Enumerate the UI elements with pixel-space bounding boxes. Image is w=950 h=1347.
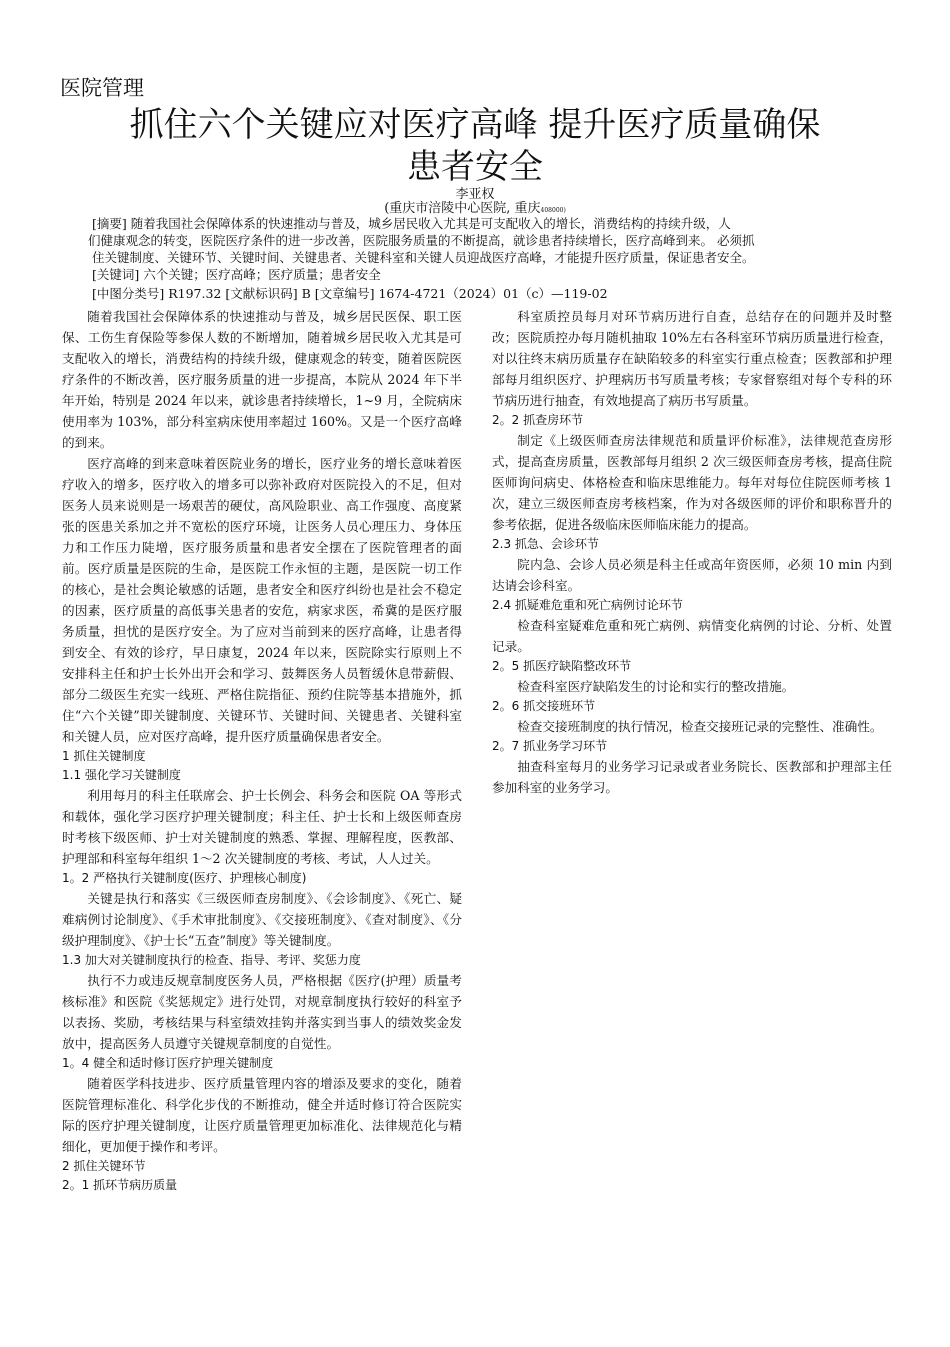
section-heading: 1.1 强化学习关键制度: [62, 768, 181, 782]
body-paragraph: 检查科室医疗缺陷发生的讨论和实行的整改措施。: [517, 679, 795, 694]
postcode: 408000): [540, 207, 566, 214]
body-paragraph: 制定《上级医师查房法律规范和质量评价标准》，法律规范查房形式，提高查房质量，医教部每月组织 2 次三级医师查房考核，提高住院医师询问病史、体格检查和临床思维能力。每年对每位住院医师考核 1 次，建立三级医师查房考核档案，作为对各级医师的评价和职称晋升的参考依据，促进各级临床医师临床能力的提高。: [492, 433, 892, 532]
body-paragraph: 随着医学科技进步、医疗质量管理内容的增添及要求的变化，随着医院管理标准化、科学化步伐的不断推动，健全并适时修订符合医院实际的医疗护理关键制度，让医疗质量管理更加标准化、法律规范化与精细化，更加便于操作和考评。: [62, 1076, 462, 1154]
abstract-line-1: [摘要] 随着我国社会保障体系的快速推动与普及，城乡居民收入尤其是可支配收入的增长，消费结构的持续升级，人: [92, 216, 731, 231]
affiliation-text: (重庆市涪陵中心医院, 重庆: [384, 201, 541, 216]
body-paragraph: 抽查科室每月的业务学习记录或者业务院长、医教部和护理部主任参加科室的业务学习。: [492, 759, 892, 795]
left-column: [62, 306, 462, 1195]
section-heading: 1.3 加大对关键制度执行的检查、指导、考评、奖惩力度: [62, 953, 361, 967]
body-paragraph: 检查交接班制度的执行情况，检查交接班记录的完整性、准确性。: [517, 719, 883, 734]
section-heading: 1。2 严格执行关键制度(医疗、护理核心制度): [62, 871, 307, 885]
title-line-2: 患者安全: [407, 147, 543, 187]
section-heading: 2.4 抓疑难危重和死亡病例讨论环节: [492, 598, 683, 612]
title-line-1: 抓住六个关键应对医疗高峰 提升医疗质量确保: [129, 105, 821, 145]
section-heading: 2。2 抓查房环节: [492, 413, 584, 427]
body-paragraph: 利用每月的科主任联席会、护士长例会、科务会和医院 OA 等形式和载体，强化学习医疗护理关键制度；科主任、护士长和上级医师查房时考核下级医师、护士对关键制度的熟悉、掌握、理解程度，医教部、护理部和科室每年组织 1～2 次关键制度的考核、考试，人人过关。: [62, 788, 462, 866]
section-heading: 1 抓住关键制度: [62, 749, 146, 763]
section-heading: 2。7 抓业务学习环节: [492, 739, 608, 753]
right-column: [492, 306, 892, 798]
abstract-line-2: 们健康观念的转变，医院医疗条件的进一步改善，医院服务质量的不断提高，就诊患者持续增长，医疗高峰到来。 必须抓: [88, 233, 755, 248]
affiliation: [0, 197, 950, 216]
body-paragraph: 关键是执行和落实《三级医师查房制度》、《会诊制度》、《死亡、疑难病例讨论制度》、《手术审批制度》、《交接班制度》、《查对制度》、《分级护理制度》、《护士长“五查”制度》等关键制度。: [62, 891, 462, 948]
article-title: [60, 104, 890, 188]
section-heading: 2。1 抓环节病历质量: [62, 1178, 178, 1192]
body-paragraph: 检查科室疑难危重和死亡病例、病情变化病例的讨论、分析、处置记录。: [492, 618, 892, 654]
abstract-line-3: 住关键制度、关键环节、关键时间、关键患者、关键科室和关键人员迎战医疗高峰，才能提升医疗质量，保证患者安全。: [92, 250, 755, 265]
body-paragraph: 随着我国社会保障体系的快速推动与普及，城乡居民医保、职工医保、工伤生育保险等参保人数的不断增加，随着城乡居民收入尤其是可支配收入的增长，消费结构的持续升级，健康观念的转变，随着医院医疗条件的不断改善，医疗服务质量的进一步提高，本院从 2024 年下半年开始，特别是 2024 年以来，就诊患者持续增长，1~9 月，全院病床使用率为 103%，部分科室病床使用率超过 160%。又是一个医疗高峰的到来。: [62, 309, 462, 450]
section-heading: 2.3 抓急、会诊环节: [492, 537, 599, 551]
keywords: [关键词] 六个关键；医疗高峰；医疗质量；患者安全: [92, 267, 381, 282]
section-heading: 2。5 抓医疗缺陷整改环节: [492, 659, 632, 673]
section-label: 医院管理: [60, 76, 144, 100]
classification: [中图分类号] R197.32 [文献标识码] B [文章编号] 1674-4721（2024）01（c）—119-02: [92, 286, 608, 301]
section-heading: 2。6 抓交接班环节: [492, 699, 596, 713]
body-paragraph: 科室质控员每月对环节病历进行自查，总结存在的问题并及时整改；医院质控办每月随机抽取 10%左右各科室环节病历质量进行检查，对以往终末病历质量存在缺陷较多的科室实行重点检查；医教部和护理部每月组织医疗、护理病历书写质量考核；专家督察组对每个专科的环节病历进行抽查，有效地提高了病历书写质量。: [492, 309, 892, 408]
body-paragraph: 院内急、会诊人员必须是科主任或高年资医师，必须 10 min 内到达请会诊科室。: [492, 557, 892, 593]
section-heading: 2 抓住关键环节: [62, 1159, 146, 1173]
body-paragraph: 医疗高峰的到来意味着医院业务的增长，医疗业务的增长意味着医疗收入的增多，医疗收入的增多可以弥补政府对医院投入的不足，但对医务人员来说则是一场艰苦的硬仗，高风险职业、高工作强度、高度紧张的医患关系加之并不宽松的医疗环境，让医务人员心理压力、身体压力和工作压力陡增，医疗服务质量和患者安全摆在了医院管理者的面前。医疗质量是医院的生命，是医院工作永恒的主题，是医院一切工作的核心，是社会舆论敏感的话题，患者安全和医疗纠纷也是社会不稳定的因素，医疗质量的高低事关患者的安危，病家求医，希冀的是医疗服务质量，担忧的是医疗安全。为了应对当前到来的医疗高峰，让患者得到安全、有效的诊疗，早日康复，2024 年以来，医院除实行原则上不安排科主任和护士长外出开会和学习、鼓舞医务人员暂缓休息带薪假、部分二级医生充实一线班、严格住院指征、预约住院等基本措施外，抓住“六个关键”即关键制度、关键环节、关键时间、关键患者、关键科室和关键人员，应对医疗高峰，提升医疗质量确保患者安全。: [62, 456, 462, 744]
section-heading: 1。4 健全和适时修订医疗护理关键制度: [62, 1056, 274, 1070]
body-paragraph: 执行不力或违反规章制度医务人员，严格根据《医疗(护理）质量考核标准》和医院《奖惩规定》进行处罚，对规章制度执行较好的科室予以表扬、奖励，考核结果与科室绩效挂钩并落实到当事人的绩效奖金发放中，提高医务人员遵守关键规章制度的自觉性。: [62, 973, 462, 1051]
author-name: 李亚权: [455, 187, 495, 202]
article-meta: [88, 215, 882, 302]
